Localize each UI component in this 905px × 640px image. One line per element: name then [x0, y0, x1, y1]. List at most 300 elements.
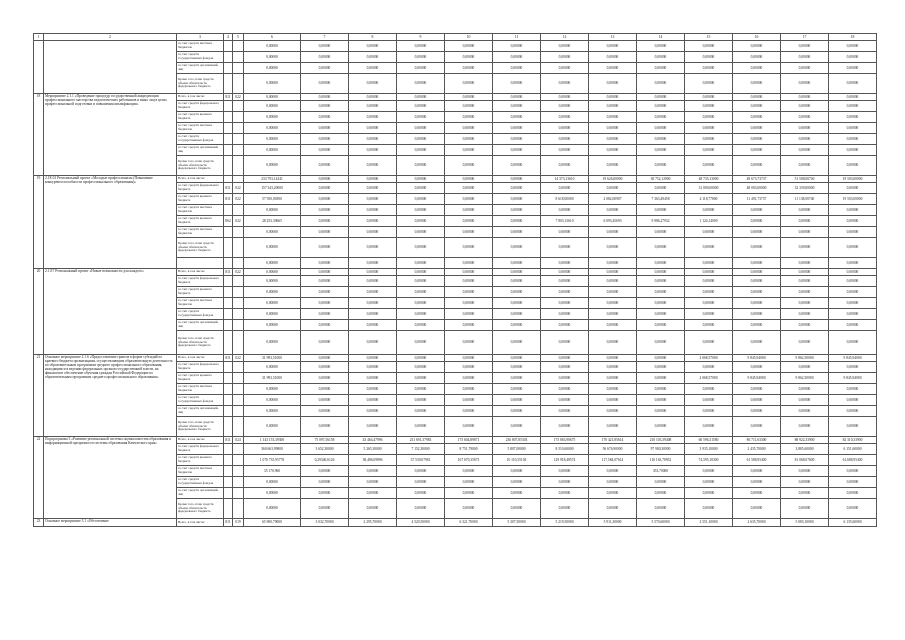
- amount-cell: 0,00000: [244, 258, 301, 269]
- section-code: 022: [233, 216, 244, 227]
- amount-cell: 0,00000: [781, 156, 829, 176]
- funding-source: за счет средств организаций, лиц: [177, 406, 224, 417]
- amount-cell: 0,00000: [781, 331, 829, 355]
- amount-cell: 0,00000: [685, 488, 733, 499]
- amount-cell: 0,00000: [733, 74, 781, 94]
- amount-cell: 5 911,30000: [589, 519, 637, 527]
- budget-code: [224, 74, 233, 94]
- amount-cell: 0,00000: [637, 373, 685, 384]
- budget-code: [224, 444, 233, 455]
- amount-cell: 0,00000: [829, 63, 877, 74]
- funding-source: за счет средств местных бюджетов: [177, 123, 224, 134]
- amount-cell: 0,00000: [244, 417, 301, 437]
- amount-cell: 19 503,00000: [829, 176, 877, 183]
- amount-cell: 0,00000: [781, 145, 829, 156]
- amount-cell: 2 068,57000: [685, 355, 733, 362]
- section-code: [233, 287, 244, 298]
- amount-cell: 0,00000: [685, 269, 733, 276]
- amount-cell: 0,00000: [349, 499, 397, 519]
- amount-cell: 0,00000: [493, 216, 541, 227]
- amount-cell: 0,00000: [685, 101, 733, 112]
- amount-cell: 0,00000: [445, 258, 493, 269]
- section-code: [233, 477, 244, 488]
- budget-code: [224, 477, 233, 488]
- amount-cell: 0,00000: [301, 477, 349, 488]
- amount-cell: 9 845,94000: [829, 373, 877, 384]
- funding-source: за счет средств государственных фондов: [177, 52, 224, 63]
- budget-code: [224, 362, 233, 373]
- amount-cell: 0,00000: [244, 227, 301, 238]
- amount-cell: 0,00000: [541, 320, 589, 331]
- amount-cell: 0,00000: [589, 74, 637, 94]
- amount-cell: 9 862,50000: [781, 355, 829, 362]
- section-code: [233, 41, 244, 52]
- amount-cell: 0,00000: [301, 194, 349, 205]
- amount-cell: 0,00000: [301, 63, 349, 74]
- amount-cell: 0,00000: [733, 145, 781, 156]
- section-code: [233, 488, 244, 499]
- amount-cell: 14 373,13610: [541, 176, 589, 183]
- amount-cell: 0,00000: [244, 205, 301, 216]
- amount-cell: 0,00000: [349, 477, 397, 488]
- amount-cell: 0,00000: [829, 417, 877, 437]
- amount-cell: 0,00000: [637, 52, 685, 63]
- amount-cell: 0,00000: [445, 477, 493, 488]
- amount-cell: 38,486,09896: [349, 455, 397, 466]
- amount-cell: 82 310,33900: [829, 437, 877, 444]
- amount-cell: 0,00000: [397, 355, 445, 362]
- amount-cell: 0,00000: [301, 145, 349, 156]
- amount-cell: 4 118,77800: [685, 194, 733, 205]
- amount-cell: 0,00000: [397, 156, 445, 176]
- amount-cell: 0,00000: [244, 74, 301, 94]
- amount-cell: 0,00000: [781, 384, 829, 395]
- amount-cell: 0,00000: [541, 362, 589, 373]
- funding-source: за счет средств организаций, лиц: [177, 145, 224, 156]
- amount-cell: 0,00000: [301, 276, 349, 287]
- amount-cell: 7 363,49458: [637, 194, 685, 205]
- amount-cell: 0,00000: [541, 41, 589, 52]
- amount-cell: 0,00000: [541, 355, 589, 362]
- amount-cell: 8 618,00000: [541, 194, 589, 205]
- amount-cell: 0,00000: [685, 63, 733, 74]
- funding-source: за счет средств местных бюджетов: [177, 298, 224, 309]
- amount-cell: 3 652,30000: [301, 444, 349, 455]
- amount-cell: 0,00000: [493, 269, 541, 276]
- measure-name: Подпрограмма 3 «Развитие региональной системы оценки качества образования и информационной прозрачности системы образования Камчатского края»: [44, 437, 177, 519]
- amount-cell: 0,00000: [397, 176, 445, 183]
- amount-cell: 0,00000: [541, 269, 589, 276]
- amount-cell: 74,595,10300: [685, 455, 733, 466]
- amount-cell: 0,00000: [397, 205, 445, 216]
- amount-cell: 0,00000: [541, 134, 589, 145]
- amount-cell: 0,00000: [445, 287, 493, 298]
- amount-cell: 0,00000: [781, 466, 829, 477]
- amount-cell: 0,00000: [349, 63, 397, 74]
- amount-cell: 0,00000: [589, 258, 637, 269]
- amount-cell: 10 110,55103: [493, 455, 541, 466]
- amount-cell: 0,00000: [637, 384, 685, 395]
- amount-cell: 0,00000: [301, 183, 349, 194]
- column-number: 10: [445, 34, 493, 41]
- amount-cell: 0,00000: [637, 417, 685, 437]
- amount-cell: 0,00000: [493, 384, 541, 395]
- funding-source: за счет средств местных бюджетов: [177, 384, 224, 395]
- amount-cell: 0,00000: [685, 276, 733, 287]
- table-row: [34, 94, 877, 101]
- amount-cell: 0,00000: [493, 477, 541, 488]
- amount-cell: 0,00000: [829, 406, 877, 417]
- amount-cell: 175 604,89871: [445, 437, 493, 444]
- amount-cell: 1 124,14000: [685, 216, 733, 227]
- amount-cell: 0,00000: [301, 94, 349, 101]
- budget-code: [224, 145, 233, 156]
- amount-cell: 0,00000: [829, 74, 877, 94]
- amount-cell: 0,00000: [685, 309, 733, 320]
- amount-cell: 0,00000: [493, 355, 541, 362]
- row-number: 22: [34, 437, 44, 519]
- amount-cell: 0,00000: [397, 238, 445, 258]
- amount-cell: 0,00000: [349, 183, 397, 194]
- amount-cell: 0,00000: [493, 41, 541, 52]
- amount-cell: 0,00000: [244, 331, 301, 355]
- section-code: 022: [233, 269, 244, 276]
- column-number: 12: [541, 34, 589, 41]
- funding-source: за счет средств государственных фондов: [177, 134, 224, 145]
- amount-cell: 0,00000: [541, 205, 589, 216]
- amount-cell: 0,00000: [685, 320, 733, 331]
- amount-cell: 0,00000: [589, 276, 637, 287]
- amount-cell: 0,00000: [829, 101, 877, 112]
- amount-cell: 0,00000: [781, 499, 829, 519]
- amount-cell: 0,00000: [493, 309, 541, 320]
- budget-code: [224, 298, 233, 309]
- funding-source: за счет средств федерального бюджета: [177, 276, 224, 287]
- amount-cell: 5 307,50000: [493, 519, 541, 527]
- amount-cell: 0,00000: [397, 406, 445, 417]
- amount-cell: 0,00000: [301, 176, 349, 183]
- measure-name: [44, 41, 177, 94]
- amount-cell: 5 265,30000: [349, 444, 397, 455]
- amount-cell: 0,00000: [244, 134, 301, 145]
- column-number-row: [34, 34, 877, 41]
- amount-cell: 0,00000: [589, 395, 637, 406]
- amount-cell: 0,00000: [589, 156, 637, 176]
- amount-cell: 0,00000: [637, 134, 685, 145]
- amount-cell: 0,00000: [829, 362, 877, 373]
- amount-cell: 0,00000: [397, 269, 445, 276]
- amount-cell: 0,00000: [685, 112, 733, 123]
- amount-cell: 0,00000: [829, 41, 877, 52]
- amount-cell: 9 845,94000: [829, 355, 877, 362]
- amount-cell: 0,00000: [733, 63, 781, 74]
- column-number: 8: [349, 34, 397, 41]
- amount-cell: 0,00000: [301, 134, 349, 145]
- amount-cell: 210 103,39408: [637, 437, 685, 444]
- amount-cell: 233 793,14341: [244, 176, 301, 183]
- amount-cell: 65 900,79000: [244, 519, 301, 527]
- amount-cell: 0,00000: [301, 52, 349, 63]
- amount-cell: 0,00000: [685, 477, 733, 488]
- amount-cell: 43 464,47996: [349, 437, 397, 444]
- measure-name: 2.1Е.01 Региональный проект «Молодые профессионалы (Повышение конкурентоспособности профессионального образования)»: [44, 176, 177, 269]
- amount-cell: 0,00000: [301, 309, 349, 320]
- amount-cell: 0,00000: [493, 466, 541, 477]
- amount-cell: 0,00000: [541, 287, 589, 298]
- amount-cell: 0,00000: [589, 123, 637, 134]
- amount-cell: 0,00000: [493, 52, 541, 63]
- amount-cell: 0,00000: [301, 406, 349, 417]
- funding-source: за счет средств краевого бюджета: [177, 373, 224, 384]
- amount-cell: 0,00000: [589, 227, 637, 238]
- funding-source: Всего, в том числе:: [177, 355, 224, 362]
- amount-cell: 0,00000: [349, 287, 397, 298]
- amount-cell: 0,00000: [541, 52, 589, 63]
- amount-cell: 0,00000: [445, 269, 493, 276]
- amount-cell: 0,00000: [541, 384, 589, 395]
- amount-cell: 0,00000: [244, 94, 301, 101]
- amount-cell: 0,00000: [589, 477, 637, 488]
- amount-cell: 0,00000: [589, 94, 637, 101]
- amount-cell: 0,00000: [589, 238, 637, 258]
- amount-cell: 0,00000: [829, 276, 877, 287]
- amount-cell: 0,00000: [349, 134, 397, 145]
- amount-cell: 0,00000: [349, 269, 397, 276]
- amount-cell: 0,00000: [349, 331, 397, 355]
- amount-cell: 0,00000: [685, 298, 733, 309]
- section-code: [233, 238, 244, 258]
- amount-cell: 0,00000: [781, 276, 829, 287]
- amount-cell: 0,00000: [301, 384, 349, 395]
- amount-cell: 57 950,00390: [244, 194, 301, 205]
- amount-cell: 0,00000: [685, 134, 733, 145]
- amount-cell: 0,00000: [244, 269, 301, 276]
- amount-cell: 0,00000: [445, 373, 493, 384]
- amount-cell: 0,00000: [589, 183, 637, 194]
- amount-cell: 0,00000: [637, 362, 685, 373]
- amount-cell: 0,00000: [781, 417, 829, 437]
- amount-cell: 61 588,95400: [733, 455, 781, 466]
- amount-cell: 231 691,37983: [397, 437, 445, 444]
- column-number: 3: [177, 34, 224, 41]
- column-number: 11: [493, 34, 541, 41]
- amount-cell: 0,00000: [445, 112, 493, 123]
- budget-code: [224, 41, 233, 52]
- amount-cell: 116 163,78952: [637, 455, 685, 466]
- measure-name: Мероприятие 2.1.1 «Проведение процедур государственной аккредитации профессионального мастерства педагогических работников и иных лиц в целях профессиональной подготовки и повышения квалификации»: [44, 94, 177, 176]
- amount-cell: 0,00000: [397, 216, 445, 227]
- amount-cell: 0,00000: [301, 101, 349, 112]
- amount-cell: 0,00000: [349, 112, 397, 123]
- amount-cell: 0,00000: [493, 417, 541, 437]
- amount-cell: 0,00000: [829, 477, 877, 488]
- amount-cell: 0,00000: [301, 395, 349, 406]
- budget-code: 811: [224, 183, 233, 194]
- column-number: 14: [637, 34, 685, 41]
- amount-cell: 0,00000: [445, 52, 493, 63]
- amount-cell: 0,00000: [637, 258, 685, 269]
- amount-cell: 0,00000: [637, 499, 685, 519]
- amount-cell: 0,00000: [829, 287, 877, 298]
- amount-cell: 0,00000: [397, 123, 445, 134]
- amount-cell: 7 803,13610: [541, 216, 589, 227]
- budget-code: 811: [224, 519, 233, 527]
- table-row: [34, 176, 877, 183]
- amount-cell: 48 003,00000: [733, 183, 781, 194]
- amount-cell: 0,00000: [589, 373, 637, 384]
- amount-cell: 0,00000: [733, 331, 781, 355]
- budget-code: [224, 52, 233, 63]
- amount-cell: 0,00000: [541, 145, 589, 156]
- amount-cell: 35 170,960: [244, 466, 301, 477]
- amount-cell: 0,00000: [637, 41, 685, 52]
- amount-cell: 0,00000: [493, 406, 541, 417]
- amount-cell: 0,00000: [349, 156, 397, 176]
- amount-cell: 0,00000: [493, 488, 541, 499]
- amount-cell: 30 752,12900: [637, 176, 685, 183]
- amount-cell: 0,00000: [733, 205, 781, 216]
- funding-source: Всего, в том числе:: [177, 94, 224, 101]
- section-code: [233, 227, 244, 238]
- amount-cell: 0,00000: [589, 52, 637, 63]
- amount-cell: 0,00000: [637, 276, 685, 287]
- amount-cell: 353,70000: [637, 466, 685, 477]
- amount-cell: 0,00000: [829, 309, 877, 320]
- amount-cell: 5 807,00000: [493, 444, 541, 455]
- amount-cell: 0,00000: [493, 112, 541, 123]
- section-code: [233, 395, 244, 406]
- amount-cell: 0,00000: [493, 183, 541, 194]
- amount-cell: 0,00000: [493, 176, 541, 183]
- amount-cell: 0,00000: [589, 134, 637, 145]
- amount-cell: 0,00000: [445, 123, 493, 134]
- section-code: [233, 298, 244, 309]
- amount-cell: 6 135,60000: [829, 519, 877, 527]
- budget-code: 811: [225, 269, 231, 274]
- budget-code: 811: [224, 194, 233, 205]
- funding-source: за счет средств местных бюджетов: [177, 205, 224, 216]
- funding-source: Всего, в том числе:: [177, 269, 224, 276]
- column-number: 17: [781, 34, 829, 41]
- amount-cell: 0,00000: [829, 112, 877, 123]
- budget-code: [224, 63, 233, 74]
- amount-cell: 0,00000: [733, 101, 781, 112]
- amount-cell: 0,00000: [445, 309, 493, 320]
- budget-code: [224, 466, 233, 477]
- amount-cell: 0,29340,6126: [301, 455, 349, 466]
- amount-cell: 0,00000: [445, 238, 493, 258]
- amount-cell: 0,00000: [244, 112, 301, 123]
- amount-cell: 0,00000: [781, 94, 829, 101]
- amount-cell: 0,00000: [349, 145, 397, 156]
- amount-cell: 0,00000: [541, 309, 589, 320]
- amount-cell: 0,00000: [349, 101, 397, 112]
- amount-cell: 0,00000: [349, 74, 397, 94]
- amount-cell: 0,00000: [685, 406, 733, 417]
- row-number: 21: [34, 355, 44, 437]
- amount-cell: 0,00000: [244, 238, 301, 258]
- amount-cell: 0,00000: [685, 466, 733, 477]
- amount-cell: 0,00000: [493, 63, 541, 74]
- amount-cell: 8 751,79000: [445, 444, 493, 455]
- amount-cell: 0,00000: [493, 94, 541, 101]
- amount-cell: 0,00000: [637, 355, 685, 362]
- amount-cell: 0,00000: [781, 269, 829, 276]
- amount-cell: 0,00000: [244, 145, 301, 156]
- amount-cell: 0,00000: [301, 74, 349, 94]
- measure-name: Основное мероприятие 3.1 «Обеспечение: [44, 519, 177, 527]
- amount-cell: 117,584,07614: [589, 455, 637, 466]
- amount-cell: 0,00000: [397, 320, 445, 331]
- amount-cell: 0,00000: [541, 406, 589, 417]
- amount-cell: 0,00000: [445, 331, 493, 355]
- amount-cell: 0,00000: [733, 112, 781, 123]
- amount-cell: 2 551,10000: [685, 519, 733, 527]
- amount-cell: 0,00000: [637, 395, 685, 406]
- amount-cell: 0,00000: [781, 287, 829, 298]
- amount-cell: 0,00000: [685, 123, 733, 134]
- section-code: [233, 331, 244, 355]
- budget-code: [224, 101, 233, 112]
- section-code: [233, 176, 244, 183]
- amount-cell: 0,00000: [493, 227, 541, 238]
- amount-cell: 0,00000: [733, 362, 781, 373]
- funding-source: Всего, в том числе:: [177, 519, 224, 527]
- amount-cell: 0,00000: [829, 145, 877, 156]
- amount-cell: 0,00000: [829, 384, 877, 395]
- table-row: [34, 41, 877, 52]
- amount-cell: 5 219,50000: [541, 519, 589, 527]
- amount-cell: 0,00000: [685, 205, 733, 216]
- budget-code: 862: [224, 216, 233, 227]
- amount-cell: 0,00000: [397, 134, 445, 145]
- funding-source: Кроме того, план средств объема обязательств федерального бюджета: [177, 238, 224, 258]
- amount-cell: 0,00000: [589, 298, 637, 309]
- amount-cell: 0,00000: [829, 205, 877, 216]
- funding-source: за счет средств федерального бюджета: [177, 183, 224, 194]
- amount-cell: 0,00000: [244, 156, 301, 176]
- amount-cell: 0,00000: [685, 258, 733, 269]
- budget-code: [224, 417, 233, 437]
- amount-cell: 11 138,00740: [781, 194, 829, 205]
- amount-cell: 0,00000: [541, 123, 589, 134]
- amount-cell: 0,00000: [493, 298, 541, 309]
- amount-cell: 0,00000: [781, 227, 829, 238]
- amount-cell: 0,00000: [781, 63, 829, 74]
- amount-cell: 0,00000: [301, 123, 349, 134]
- section-code: 022: [233, 94, 244, 101]
- section-code: 022: [233, 183, 244, 194]
- amount-cell: 0,00000: [244, 287, 301, 298]
- amount-cell: 0,00000: [301, 499, 349, 519]
- row-number: 18: [34, 94, 44, 176]
- amount-cell: 0,00000: [781, 134, 829, 145]
- table-row: [34, 437, 877, 444]
- amount-cell: 0,00000: [733, 156, 781, 176]
- amount-cell: 75 097,56158: [301, 437, 349, 444]
- amount-cell: 0,00000: [244, 499, 301, 519]
- funding-source: за счет средств государственных фондов: [177, 395, 224, 406]
- funding-source: за счет средств федерального бюджета: [177, 444, 224, 455]
- funding-source: за счет средств краевого бюджета: [177, 112, 224, 123]
- amount-cell: 0,00000: [829, 298, 877, 309]
- section-code: [233, 320, 244, 331]
- section-code: [233, 444, 244, 455]
- amount-cell: 0,00000: [685, 156, 733, 176]
- amount-cell: 6 093,45693: [589, 216, 637, 227]
- amount-cell: 9 986,27932: [637, 216, 685, 227]
- amount-cell: 0,00000: [589, 406, 637, 417]
